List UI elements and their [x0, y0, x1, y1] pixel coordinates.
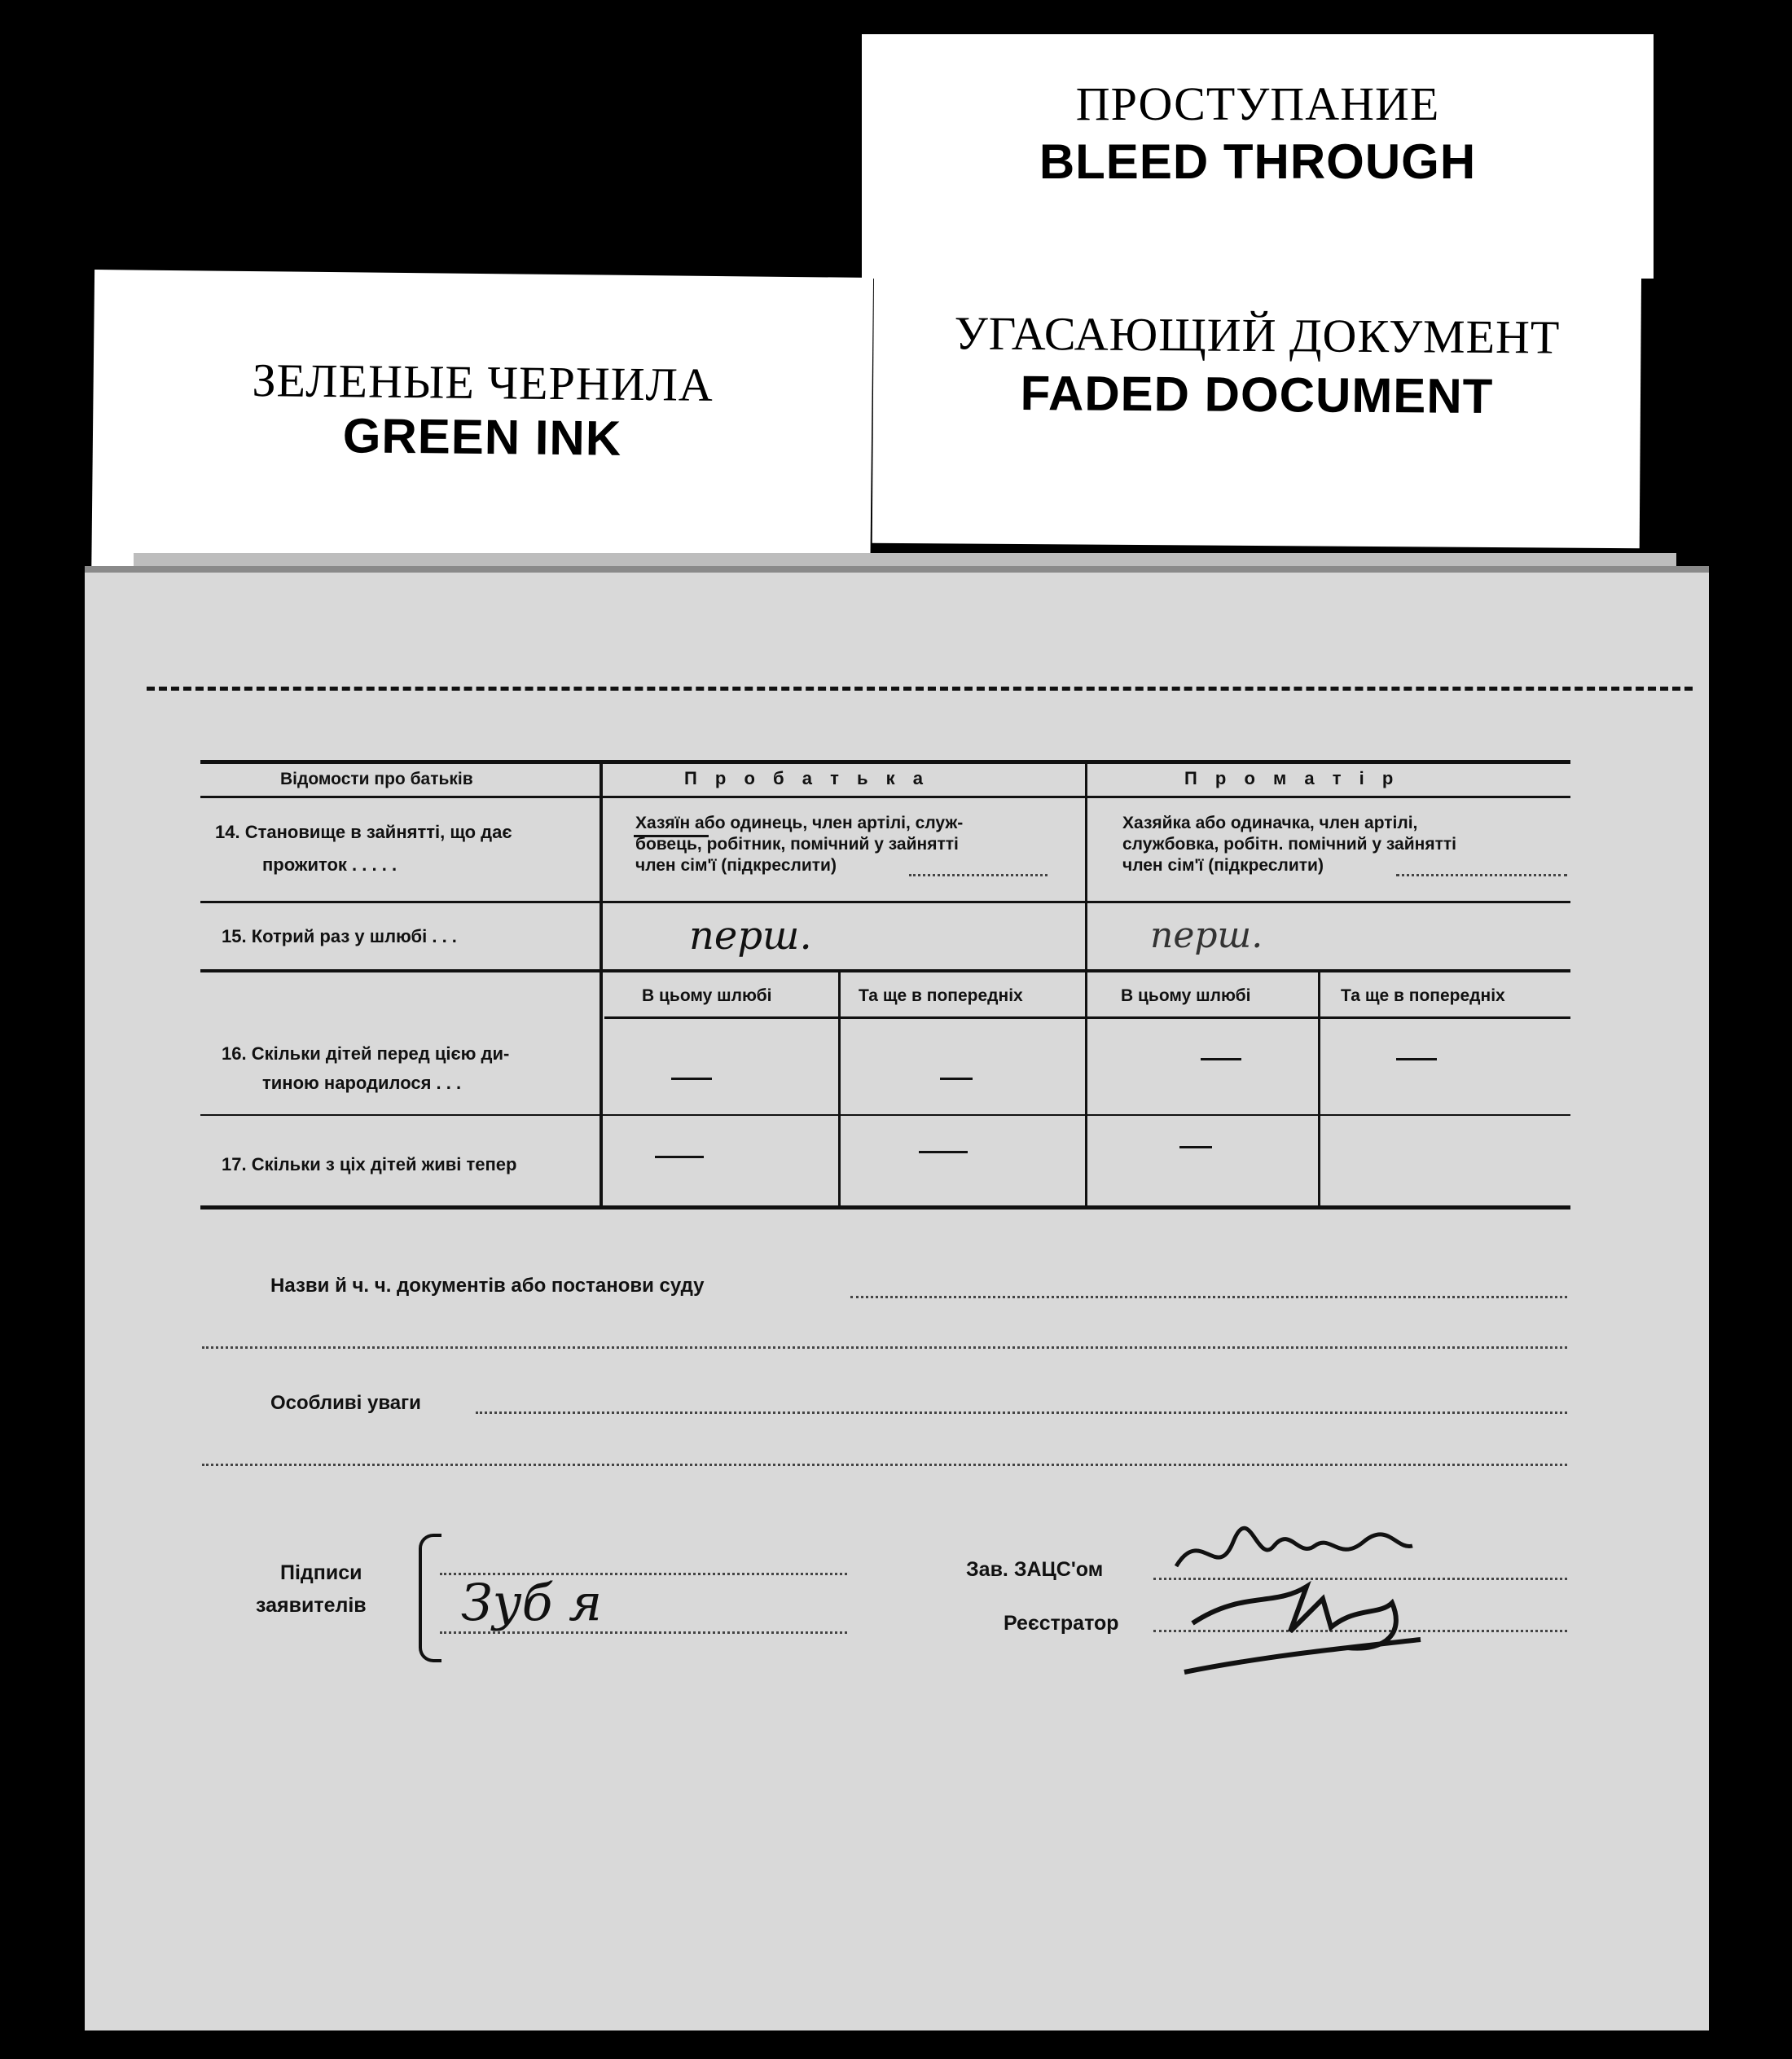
row16-father-dash	[671, 1078, 712, 1080]
row14-label-line2: прожиток . . . . .	[262, 854, 397, 875]
subheader-mother-this: В цьому шлюбі	[1121, 986, 1251, 1005]
page-stack-edge	[134, 553, 1676, 566]
remarks-field-label: Особливі уваги	[270, 1392, 421, 1414]
documents-field-line1	[850, 1296, 1567, 1298]
documents-field-label: Назви й ч. ч. документів або постанови суду	[270, 1275, 705, 1297]
row17-mother-dash	[1179, 1146, 1212, 1148]
header-about-father: П р о б а т ь к а	[684, 768, 929, 788]
applicants-signatures-label-2: заявителів	[256, 1594, 367, 1617]
faded-document-ru: УГАСАЮЩИЙ ДОКУМЕНТ	[954, 306, 1561, 364]
father-underline-mark	[634, 835, 709, 837]
row15-mother-handwritten: перш.	[1150, 915, 1263, 956]
row15-label: 15. Котрий раз у шлюбі . . .	[222, 926, 457, 946]
row14-label-line1: 14. Становище в зайнятті, що дає	[215, 822, 512, 842]
documents-field-line2	[202, 1346, 1567, 1349]
row14-father-line3: член сім'ї (підкреслити)	[635, 856, 837, 875]
header-parents-info: Відомости про батьків	[280, 770, 473, 788]
row14-mother-dotline	[1396, 874, 1567, 876]
bleed-through-ru: ПРОСТУПАНИЕ	[1075, 77, 1440, 130]
signature-bracket	[419, 1534, 441, 1662]
row15-father-handwritten: перш.	[689, 913, 812, 959]
row16-mother-dash	[1201, 1058, 1241, 1060]
row16-father-prev-dash	[940, 1078, 973, 1080]
row16-rule	[200, 1114, 1570, 1116]
subheader-rule	[604, 1016, 1570, 1019]
col1-divider	[600, 762, 603, 1208]
row16-label-line2: тиною народилося . . .	[262, 1073, 462, 1093]
remarks-field-line1	[476, 1411, 1567, 1414]
row17-label: 17. Скільки з ціх дітей живі тепер	[222, 1154, 517, 1174]
row16-label-line1: 16. Скільки дітей перед цією ди-	[222, 1043, 510, 1064]
applicants-signatures-label-1: Підписи	[280, 1561, 362, 1584]
row14-mother-line3: член сім'ї (підкреслити)	[1122, 856, 1324, 875]
registry-head-label: Зав. ЗАЦС'ом	[966, 1558, 1104, 1581]
row14-mother-line1: Хазяйка або одиначка, член артілі,	[1122, 814, 1418, 832]
row15-rule	[200, 969, 1570, 972]
subheader-father-prev: Та ще в попередніх	[859, 986, 1023, 1005]
subheader-mother-prev: Та ще в попередніх	[1341, 986, 1505, 1005]
row17-father-prev-dash	[919, 1151, 968, 1153]
header-about-mother: П р о м а т і р	[1184, 768, 1400, 788]
row14-mother-line2: службовка, робітн. помічний у зайнятті	[1122, 835, 1456, 854]
row17-father-dash	[655, 1156, 704, 1158]
table-top-rule	[200, 760, 1570, 764]
form-page	[85, 566, 1709, 2030]
father-subcol-divider	[838, 972, 841, 1208]
green-ink-ru: ЗЕЛЕНЫЕ ЧЕРНИЛА	[252, 353, 714, 411]
row14-father-line1: Хазяїн або одинець, член артілі, служ-	[635, 814, 964, 832]
faded-document-card	[872, 242, 1642, 549]
col2-divider	[1085, 762, 1087, 1208]
mother-subcol-divider	[1318, 972, 1320, 1208]
perforation-line	[147, 687, 1693, 691]
row14-father-dotline	[909, 874, 1048, 876]
row14-father-line2: бовець, робітник, помічний у зайнятті	[635, 835, 959, 854]
table-bottom-rule	[200, 1205, 1570, 1209]
official-signatures	[1168, 1509, 1510, 1688]
table-header-rule	[200, 796, 1570, 798]
remarks-field-line2	[202, 1464, 1567, 1466]
green-ink-en: GREEN INK	[342, 408, 622, 466]
bleed-through-en: BLEED THROUGH	[1039, 134, 1477, 189]
applicant-handwritten-signature: Зуб я	[461, 1573, 603, 1632]
registrar-label: Реєстратор	[1004, 1612, 1119, 1635]
faded-document-en: FADED DOCUMENT	[1020, 365, 1494, 424]
subheader-father-this: В цьому шлюбі	[642, 986, 772, 1005]
row14-rule	[200, 901, 1570, 903]
row16-mother-prev-dash	[1396, 1058, 1437, 1060]
